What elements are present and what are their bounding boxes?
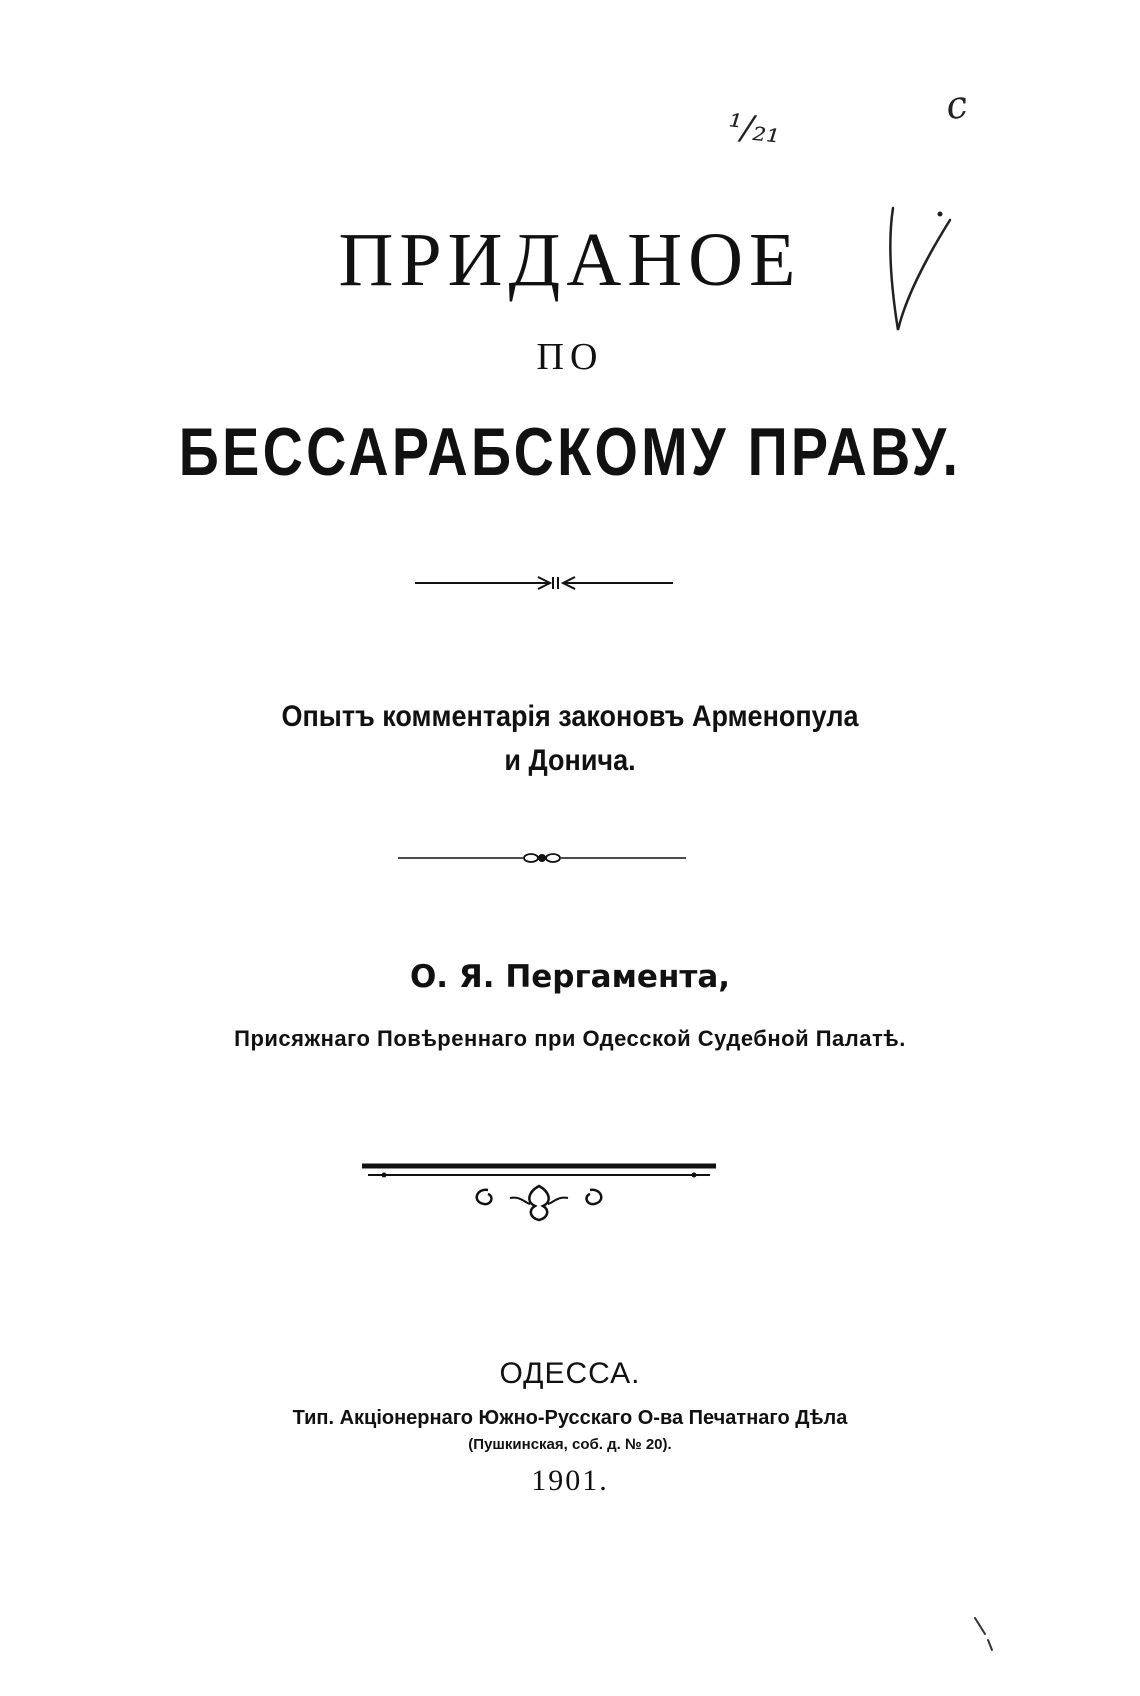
author-name: О. Я. Пергамента, (409, 959, 731, 995)
arrow-rule-ornament (0, 568, 1140, 598)
flourish-rule-ornament (0, 846, 1140, 870)
scroll-rule-ornament (0, 1158, 1140, 1224)
imprint-printer: Тип. Акціонернаго Южно-Русскаго О-ва Печатнаго Дѣла (292, 1407, 848, 1429)
imprint-city: ОДЕССА. (499, 1357, 641, 1390)
title-line-1: ПРИДАНОЕ (338, 218, 802, 302)
imprint-year: 1901. (531, 1464, 609, 1497)
imprint-address: (Пушкинская, соб. д. № 20). (468, 1436, 672, 1453)
handwritten-letter: c (943, 81, 971, 129)
handwritten-shelfmark: ¹/₂₁ (726, 106, 783, 152)
title-line-3: БЕССАРАБСКОМУ ПРАВУ. (178, 414, 962, 490)
title-line-2: ПО (536, 336, 604, 378)
stray-mark (0, 1610, 1140, 1660)
subtitle-line-2: и Донича. (504, 744, 636, 777)
author-role: Присяжнаго Повѣреннаго при Одесской Судебной Палатѣ. (234, 1026, 906, 1051)
subtitle-line-1: Опытъ комментарія законовъ Арменопула (281, 700, 859, 733)
